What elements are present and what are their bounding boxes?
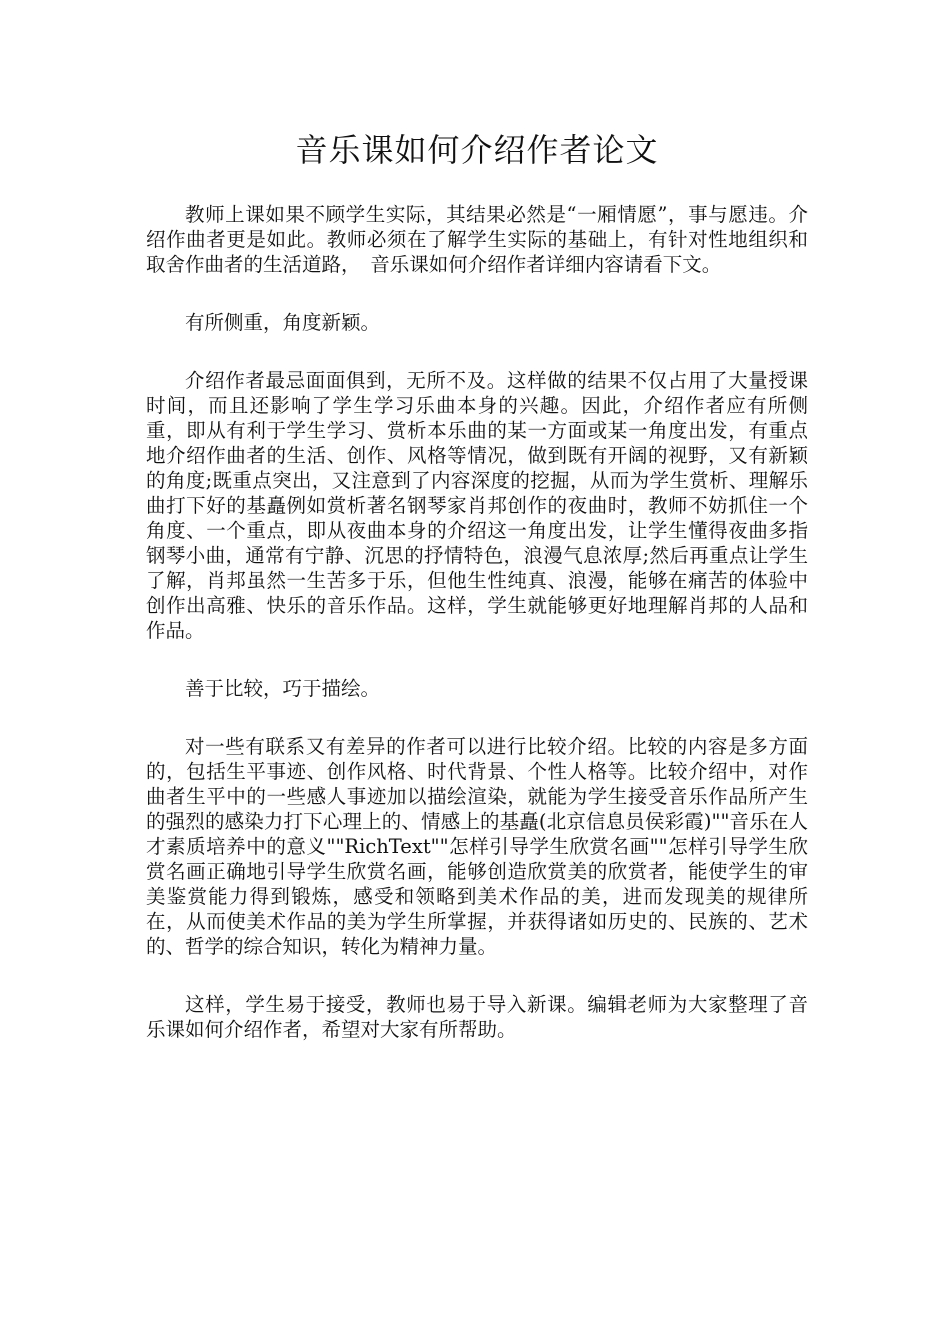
- intro-paragraph: 教师上课如果不顾学生实际，其结果必然是“一厢情愿”，事与愿违。介绍作曲者更是如此。教师必须在了解学生实际的基础上，有针对性地组织和取舍作曲者的生活道路， 音乐课如何介绍作者详细内容请看下文。: [146, 203, 808, 276]
- focus-paragraph: 介绍作者最忌面面俱到，无所不及。这样做的结果不仅占用了大量授课时间，而且还影响了学生学习乐曲本身的兴趣。因此，介绍作者应有所侧重，即从有利于学生学习、赏析本乐曲的某一方面或某一角度出发，有重点地介绍作曲者的生活、创作、风格等情况，做到既有开阔的视野，又有新颖的角度;既重点突出，又注意到了内容深度的挖掘，从而为学生赏析、理解乐曲打下好的基矗例如赏析著名钢琴家肖邦创作的夜曲时，教师不妨抓住一个角度、一个重点，即从夜曲本身的介绍这一角度出发，让学生懂得夜曲多指钢琴小曲，通常有宁静、沉思的抒情特色，浪漫气息浓厚;然后再重点让学生了解，肖邦虽然一生苦多于乐，但他生性纯真、浪漫，能够在痛苦的体验中创作出高雅、快乐的音乐作品。这样，学生就能够更好地理解肖邦的人品和作品。: [146, 369, 808, 642]
- document-page: [146, 126, 808, 1075]
- closing-paragraph: 这样，学生易于接受，教师也易于导入新课。编辑老师为大家整理了音乐课如何介绍作者，希望对大家有所帮助。: [146, 993, 808, 1041]
- section-heading-focus: 有所侧重，角度新颖。: [185, 311, 381, 334]
- section-heading-compare: 善于比较，巧于描绘。: [185, 677, 381, 700]
- document-title: 音乐课如何介绍作者论文: [295, 131, 659, 169]
- compare-paragraph: 对一些有联系又有差异的作者可以进行比较介绍。比较的内容是多方面的，包括生平事迹、创作风格、时代背景、个性人格等。比较介绍中，对作曲者生平中的一些感人事迹加以描绘渲染，就能为学生接受音乐作品所产生的强烈的感染力打下心理上的、情感上的基矗(北京信息员侯彩霞)""音乐在人才素质培养中的意义""RichText""怎样引导学生欣赏名画""怎样引导学生欣赏名画正确地引导学生欣赏名画，能够创造欣赏美的欣赏者，能使学生的审美鉴赏能力得到锻炼，感受和领略到美术作品的美，进而发现美的规律所在，从而使美术作品的美为学生所掌握，并获得诸如历史的、民族的、艺术的、哲学的综合知识，转化为精神力量。: [146, 735, 808, 958]
